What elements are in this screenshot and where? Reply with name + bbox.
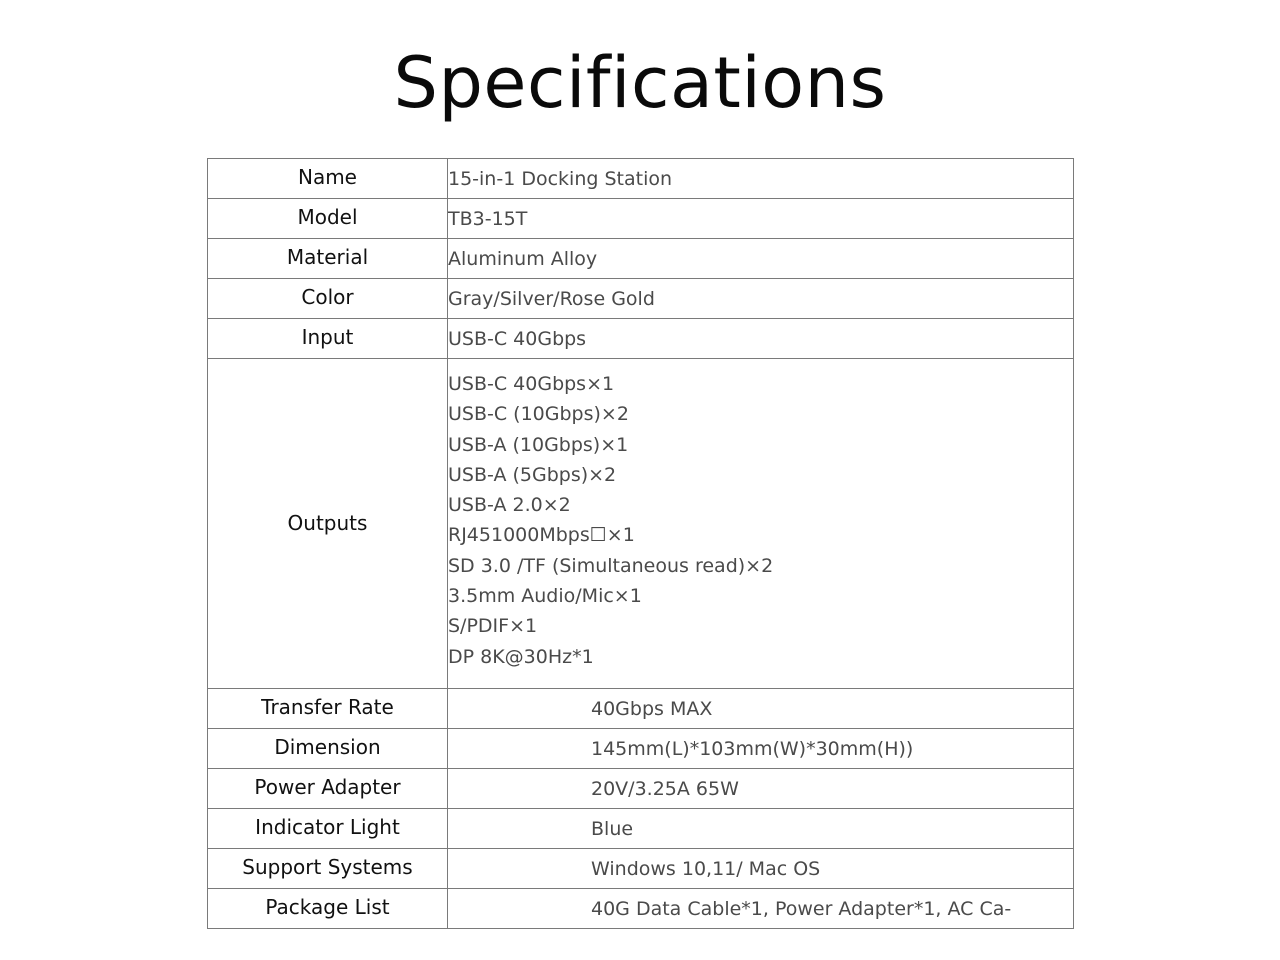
spec-value-list (448, 359, 1074, 689)
output-item: S/PDIF×1 (448, 615, 538, 638)
spec-label-text: Material (286, 244, 369, 269)
table-row (208, 239, 1074, 279)
table-row (208, 159, 1074, 199)
spec-label-text: Dimension (274, 734, 381, 759)
spec-value: USB-C 40Gbps (448, 319, 1074, 359)
spec-label-text: Indicator Light (255, 814, 400, 839)
spec-value: TB3-15T (448, 199, 1074, 239)
spec-value: Blue (448, 809, 1074, 849)
table-row (208, 849, 1074, 889)
output-item: RJ451000Mbps☐×1 (448, 524, 635, 547)
table-row (208, 809, 1074, 849)
spec-label-text: Support Systems (242, 854, 413, 879)
spec-label (208, 689, 448, 729)
output-item: USB-C (10Gbps)×2 (448, 403, 629, 426)
table-row (208, 769, 1074, 809)
spec-label (208, 359, 448, 689)
spec-value: Gray/Silver/Rose Gold (448, 279, 1074, 319)
spec-label-text: Color (301, 284, 354, 309)
output-item: USB-C 40Gbps×1 (448, 373, 615, 395)
spec-value: Aluminum Alloy (448, 239, 1074, 279)
spec-value: 20V/3.25A 65W (448, 769, 1074, 809)
table-row (208, 729, 1074, 769)
spec-label (208, 239, 448, 279)
specifications-table (207, 158, 1074, 929)
spec-label-text: Package List (265, 894, 390, 919)
spec-label (208, 849, 448, 889)
spec-label-text: Transfer Rate (261, 694, 394, 719)
spec-value: Windows 10,11/ Mac OS (448, 849, 1074, 889)
spec-label (208, 279, 448, 319)
spec-label-text: Model (297, 204, 358, 229)
spec-value: 40G Data Cable*1, Power Adapter*1, AC Ca- (448, 889, 1074, 929)
output-item: USB-A (5Gbps)×2 (448, 463, 617, 486)
table-row (208, 199, 1074, 239)
spec-label (208, 889, 448, 929)
page-title: Specifications (393, 42, 887, 124)
output-item: USB-A (10Gbps)×1 (448, 433, 629, 456)
output-item: USB-A 2.0×2 (448, 494, 571, 517)
output-item: 3.5mm Audio/Mic×1 (448, 585, 642, 608)
table-row (208, 689, 1074, 729)
spec-label (208, 199, 448, 239)
table-row (208, 889, 1074, 929)
spec-label (208, 159, 448, 199)
spec-label (208, 809, 448, 849)
spec-label (208, 769, 448, 809)
spec-value: 145mm(L)*103mm(W)*30mm(H)) (448, 729, 1074, 769)
spec-label-text: Name (297, 164, 357, 189)
spec-label-text: Power Adapter (254, 774, 401, 799)
table-row (208, 279, 1074, 319)
spec-label (208, 729, 448, 769)
output-item: SD 3.0 /TF (Simultaneous read)×2 (448, 554, 774, 577)
spec-label-text: Input (301, 324, 354, 349)
spec-value: 40Gbps MAX (448, 689, 1074, 729)
spec-label (208, 319, 448, 359)
spec-value: 15-in-1 Docking Station (448, 159, 1074, 199)
table-row (208, 319, 1074, 359)
table-row (208, 359, 1074, 689)
output-item: DP 8K@30Hz*1 (448, 645, 594, 668)
spec-label-text: Outputs (287, 510, 368, 535)
